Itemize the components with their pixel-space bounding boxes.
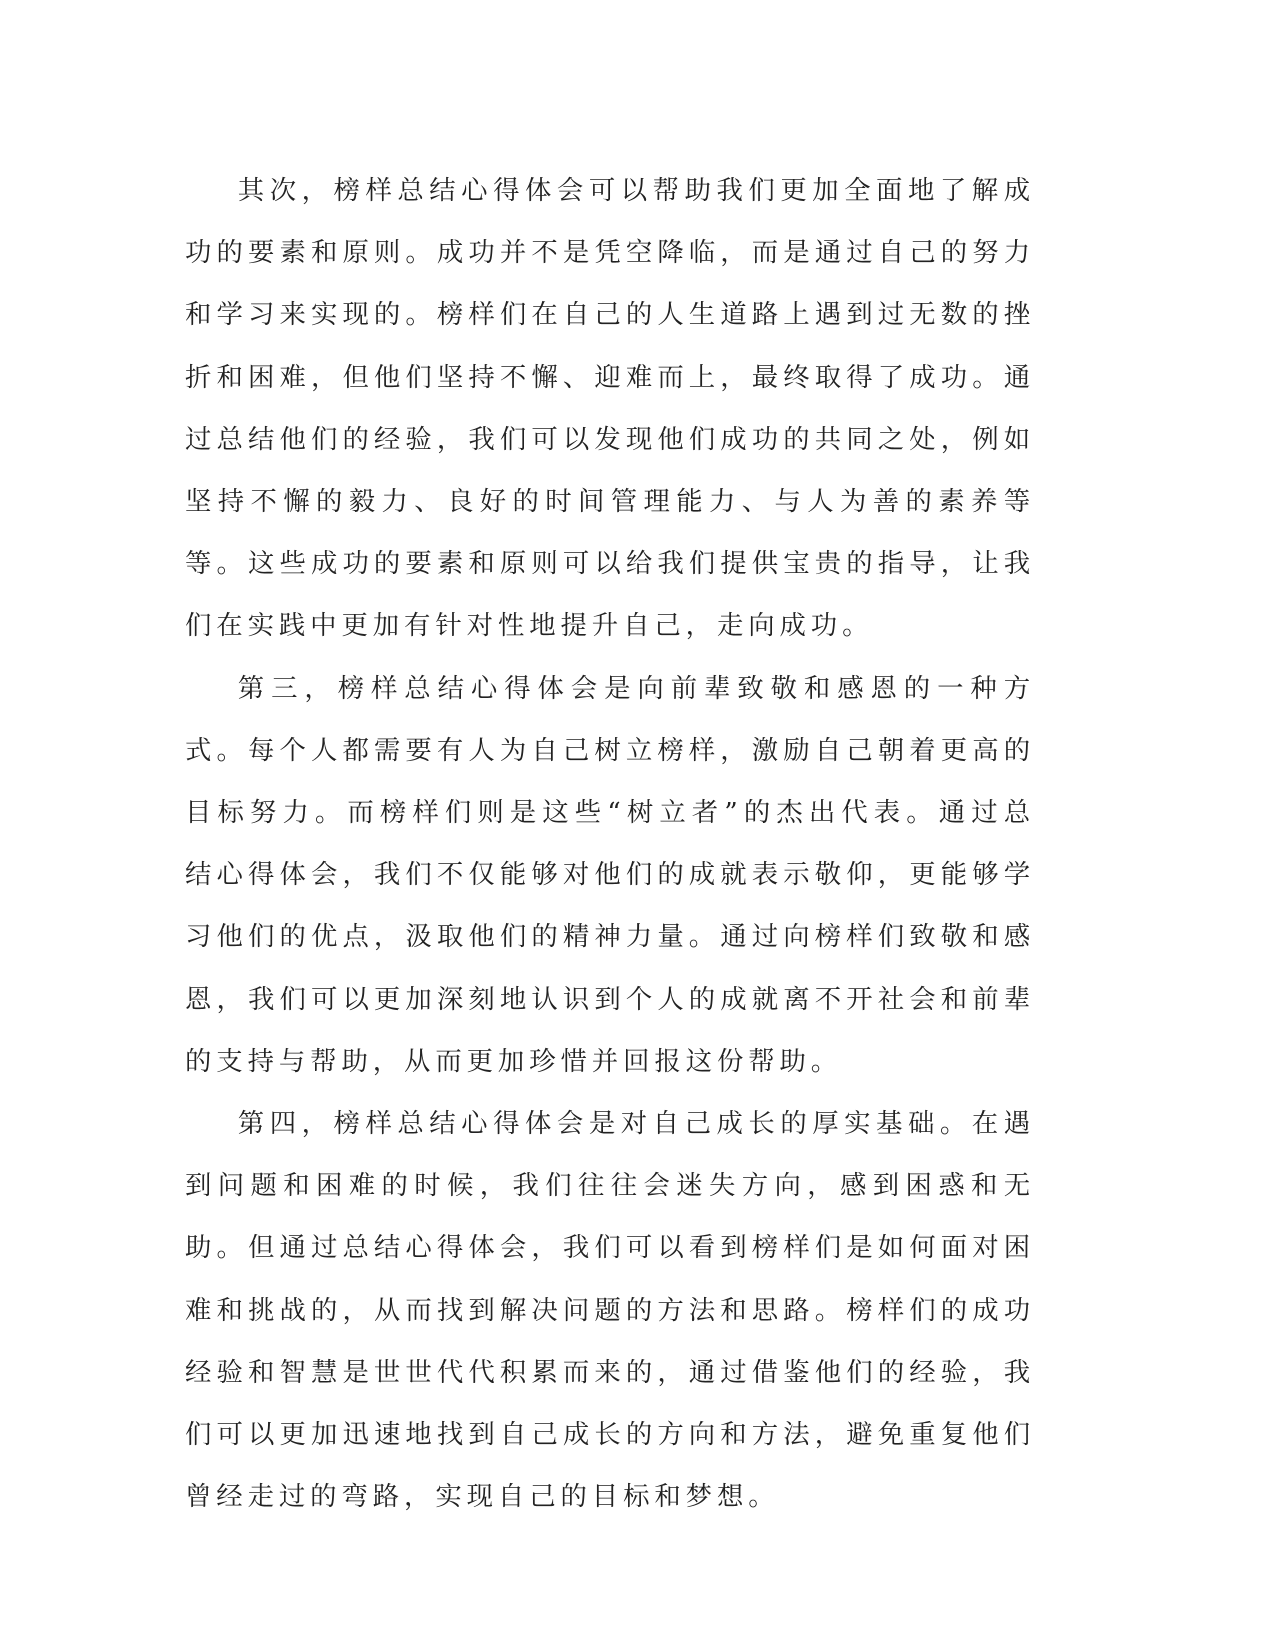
document-body <box>185 160 1035 1528</box>
paragraph-fourth-point: 第四，榜样总结心得体会是对自己成长的厚实基础。在遇到问题和困难的时候，我们往往会迷失方向，感到困惑和无助。但通过总结心得体会，我们可以看到榜样们是如何面对困难和挑战的，从而找到解决问题的方法和思路。榜样们的成功经验和智慧是世世代代积累而来的，通过借鉴他们的经验，我们可以更加迅速地找到自己成长的方向和方法，避免重复他们曾经走过的弯路，实现自己的目标和梦想。 <box>185 1108 1035 1513</box>
paragraph-third-point: 第三，榜样总结心得体会是向前辈致敬和感恩的一种方式。每个人都需要有人为自己树立榜样，激励自己朝着更高的目标努力。而榜样们则是这些“树立者”的杰出代表。通过总结心得体会，我们不仅能够对他们的成就表示敬仰，更能够学习他们的优点，汲取他们的精神力量。通过向榜样们致敬和感恩，我们可以更加深刻地认识到个人的成就离不开社会和前辈的支持与帮助，从而更加珍惜并回报这份帮助。 <box>185 672 1036 1077</box>
paragraph-second-point: 其次，榜样总结心得体会可以帮助我们更加全面地了解成功的要素和原则。成功并不是凭空降临，而是通过自己的努力和学习来实现的。榜样们在自己的人生道路上遇到过无数的挫折和困难，但他们坚持不懈、迎难而上，最终取得了成功。通过总结他们的经验，我们可以发现他们成功的共同之处，例如坚持不懈的毅力、良好的时间管理能力、与人为善的素养等等。这些成功的要素和原则可以给我们提供宝贵的指导，让我们在实践中更加有针对性地提升自己，走向成功。 <box>185 175 1035 642</box>
